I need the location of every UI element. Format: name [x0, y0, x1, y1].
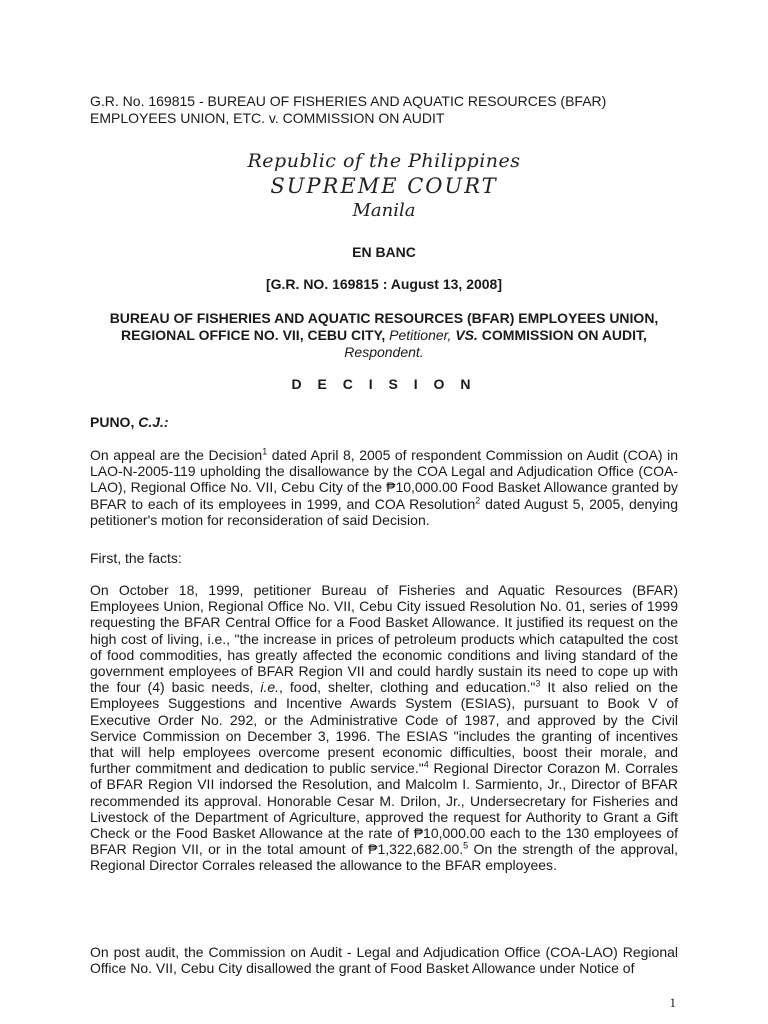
- paragraph-2: First, the facts:: [90, 550, 182, 566]
- paragraph-3: On October 18, 1999, petitioner Bureau of Fisheries and Aquatic Resources (BFAR) Employees Union, Regional Office No. VII, Cebu City issued Resolution No. 01, series of 1999 requesting the BFAR Central Office for a Food Basket Allowance. It justified its request on the high cost of living, i.e., "the increase in prices of petroleum products which catapulted the cost of food commodities, has greatly affected the economic conditions and living standard of the government employees of BFAR Region VII and could hardly sustain its need to cope up with the four (4) basic needs, i.e., food, shelter, clothing and education."$^3$ It also relied on the Employees Suggestions and Incentive Awards System (ESIAS), pursuant to Book V of Executive Order No. 292, or the Administrative Code of 1987, and approved by the Civil Service Commission on December 3, 1996. The ESIAS "includes the granting of incentives that will help employees overcome present economic difficulties, boost their morale, and further commitment and dedication to public service."$^4$ Regional Director Corazon M. Corrales of BFAR Region VII indorsed the Resolution, and Malcolm I. Sarmiento, Jr., Director of BFAR recommended its approval. Honorable Cesar M. Drilon, Jr., Undersecretary for Fisheries and Livestock of the Department of Agriculture, approved the request for Authority to Grant a Gift Check or the Food Basket Allowance at the rate of ₱10,000.00 each to the 130 employees of BFAR Region VII, or in the total amount of ₱1,322,682.00.$^5$ On the strength of the approval, Regional Director Corrales released the allowance to the BFAR employees.: [90, 582, 678, 874]
- citation-line-2: EMPLOYEES UNION, ETC. v. COMMISSION ON AUDIT: [90, 110, 445, 126]
- ponente-title: C.J.:: [138, 414, 169, 430]
- footnote-ref-5[interactable]: 5: [463, 840, 469, 851]
- case-parties: BUREAU OF FISHERIES AND AQUATIC RESOURCES (BFAR) EMPLOYEES UNION, REGIONAL OFFICE NO. VII, CEBU CITY, Petitioner, VS. COMMISSION ON AUDIT, Respondent.: [109, 310, 659, 360]
- decision-title: D E C I S I O N: [291, 376, 477, 392]
- gr-number-date: [G.R. NO. 169815 : August 13, 2008]: [265, 276, 502, 292]
- respondent-name: COMMISSION ON AUDIT,: [481, 327, 647, 343]
- footnote-ref-1[interactable]: 1: [262, 446, 268, 457]
- respondent-role: Respondent.: [344, 344, 424, 360]
- petitioner-role: Petitioner: [389, 327, 448, 343]
- paragraph-4: On post audit, the Commission on Audit - Legal and Adjudication Office (COA-LAO) Regional Office No. VII, Cebu City disallowed the grant of Food Basket Allowance under Notice of: [90, 944, 678, 977]
- case-citation-header: [90, 93, 690, 127]
- footnote-ref-3[interactable]: 3: [535, 678, 541, 689]
- paragraph-1: On appeal are the Decision$^1$ dated April 8, 2005 of respondent Commission on Audit (COA) in LAO-N-2005-119 upholding the disallowance by the COA Legal and Adjudication Office (COA-LAO), Regional Office No. VII, Cebu City of the ₱10,000.00 Food Basket Allowance granted by BFAR to each of its employees in 1999, and COA Resolution$^2$ dated August 5, 2005, denying petitioner's motion for reconsideration of said Decision.: [90, 446, 679, 528]
- footnote-ref-4[interactable]: 4: [423, 759, 429, 770]
- division-heading: EN BANC: [352, 244, 416, 260]
- court-city: Manila: [352, 200, 416, 221]
- court-republic: Republic of the Philippines: [247, 150, 521, 172]
- ponente-name: PUNO,: [90, 414, 135, 430]
- court-supreme-court: SUPREME COURT: [270, 174, 498, 198]
- petitioner-name: BUREAU OF FISHERIES AND AQUATIC RESOURCES (BFAR) EMPLOYEES UNION, REGIONAL OFFICE NO. VII, CEBU CITY,: [109, 310, 659, 343]
- ponente: [90, 414, 169, 430]
- footnote-ref-2[interactable]: 2: [475, 494, 481, 505]
- citation-line-1: G.R. No. 169815 - BUREAU OF FISHERIES AND AQUATIC RESOURCES (BFAR): [90, 93, 607, 109]
- page-number: 1: [669, 995, 676, 1010]
- versus-label: VS.: [455, 327, 478, 343]
